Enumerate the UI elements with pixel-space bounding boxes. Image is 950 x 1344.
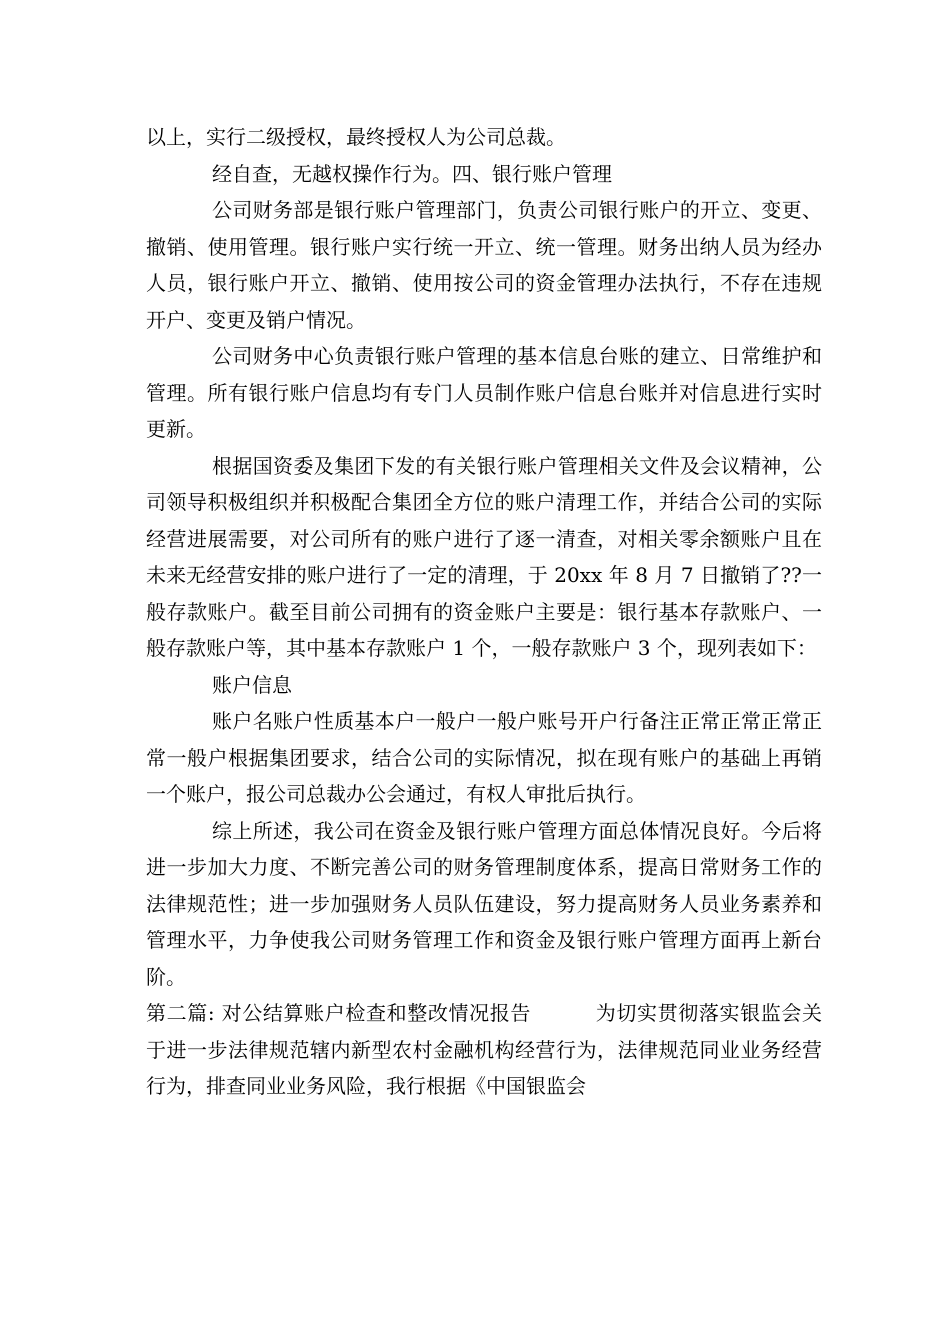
paragraph-4: 公司财务中心负责银行账户管理的基本信息台账的建立、日常维护和管理。所有银行账户信息均有专门人员制作账户信息台账并对信息进行实时更新。 bbox=[146, 344, 822, 441]
section-two-text: 为切实贯彻落实银监会关于进一步法律规范辖内新型农村金融机构经营行为，法律规范同业业务经营行为，排查同业业务风险，我行根据《中国银监会 bbox=[146, 1001, 822, 1098]
paragraph-1: 以上，实行二级授权，最终授权人为公司总裁。 bbox=[146, 125, 566, 149]
section-two bbox=[146, 995, 822, 1105]
section-two-title: 第二篇: 对公结算账户检查和整改情况报告 bbox=[146, 1001, 532, 1025]
paragraph-6: 账户信息 bbox=[212, 672, 292, 697]
paragraph-5: 根据国资委及集团下发的有关银行账户管理相关文件及会议精神，公司领导积极组织并积极配合集团全方位的账户清理工作，并结合公司的实际经营进展需要，对公司所有的账户进行了逐一清查，对相关零余额账户且在未来无经营安排的账户进行了一定的清理，于 20xx 年 8 月 7 日撤销了??一般存款账户。截至目前公司拥有的资金账户主要是：银行基本存款账户、一般存款账户等，其中基本存款账户 1 个，一般存款账户 3 个，现列表如下： bbox=[146, 453, 822, 660]
paragraph-7: 账户名账户性质基本户一般户一般户账号开户行备注正常正常正常正常一般户根据集团要求，结合公司的实际情况，拟在现有账户的基础上再销一个账户，报公司总裁办公会通过，有权人审批后执行。 bbox=[146, 709, 822, 806]
paragraph-2: 经自查，无越权操作行为。四、银行账户管理 bbox=[212, 161, 612, 186]
paragraph-8: 综上所述，我公司在资金及银行账户管理方面总体情况良好。今后将进一步加大力度、不断完善公司的财务管理制度体系，提高日常财务工作的法律规范性；进一步加强财务人员队伍建设，努力提高财务人员业务素养和管理水平，力争使我公司财务管理工作和资金及银行账户管理方面再上新台阶。 bbox=[146, 818, 822, 989]
paragraph-3: 公司财务部是银行账户管理部门，负责公司银行账户的开立、变更、撤销、使用管理。银行账户实行统一开立、统一管理。财务出纳人员为经办人员，银行账户开立、撤销、使用按公司的资金管理办法执行，不存在违规开户、变更及销户情况。 bbox=[146, 198, 822, 332]
document-body bbox=[146, 119, 822, 1105]
